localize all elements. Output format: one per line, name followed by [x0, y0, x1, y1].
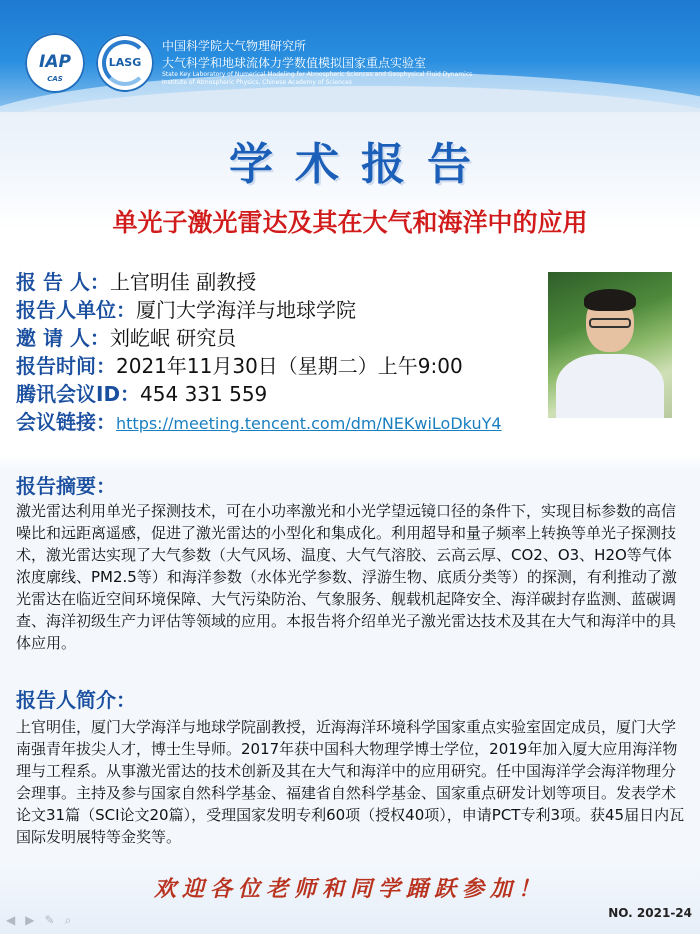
- info-value: 上官明佳 副教授: [109, 270, 257, 294]
- info-meeting-link: [16, 408, 502, 436]
- info-value: 厦门大学海洋与地球学院: [136, 298, 356, 322]
- institute-name-en: Institute of Atmospheric Physics, Chinese Academy of Sciences: [162, 79, 352, 86]
- lab-name-en: State Key Laboratory of Numerical Modeling for Atmospheric Sciences and Geophysical Fluid Dynamics: [162, 71, 473, 78]
- info-affiliation: [16, 296, 502, 324]
- info-label: 会议链接：: [16, 410, 116, 434]
- bio-text: 上官明佳，厦门大学海洋与地球学院副教授，近海海洋环境科学国家重点实验室固定成员，厦门大学南强青年拔尖人才，博士生导师。2017年获中国科大物理学博士学位，2019年加入厦大应用海洋物理与工程系。从事激光雷达的技术创新及其在大气和海洋中的应用研究。任中国海洋学会海洋物理分会理事。主持及参与国家自然科学基金、福建省自然科学基金、国家重点研发计划等项目。发表学术论文31篇（SCI论文20篇），受理国家发明专利60项（授权40项），申请PCT专利3项。获45届日内瓦国际发明展特等金奖等。: [16, 718, 685, 846]
- talk-info: [16, 268, 502, 436]
- photo-hair: [584, 289, 636, 311]
- info-label: 报告时间：: [16, 354, 116, 378]
- iap-logo-icon: [25, 33, 85, 93]
- talk-title: 单光子激光雷达及其在大气和海洋中的应用: [112, 208, 588, 237]
- info-meeting-id: [16, 380, 502, 408]
- abstract-heading: 报告摘要：: [16, 474, 116, 498]
- info-label: 腾讯会议ID：: [16, 382, 141, 406]
- photo-glasses: [589, 318, 631, 328]
- iap-logo-subtext: CAS: [47, 75, 63, 83]
- iap-logo-text: IAP: [39, 52, 71, 72]
- header-banner: [0, 0, 700, 112]
- info-time: [16, 352, 502, 380]
- institute-name-cn: 中国科学院大气物理研究所: [162, 39, 307, 53]
- info-value: 454 331 559: [140, 382, 268, 406]
- meeting-link[interactable]: https://meeting.tencent.com/dm/NEKwiLoDkuY4: [116, 414, 502, 433]
- info-label: 邀 请 人：: [16, 326, 110, 350]
- lasg-logo-icon: [96, 34, 154, 92]
- info-inviter: [16, 324, 502, 352]
- info-value: 刘屹岷 研究员: [109, 326, 237, 350]
- speaker-photo: [548, 272, 672, 418]
- slide-toolbar: ◀▶✎⌕: [6, 913, 82, 927]
- lab-name-cn: 大气科学和地球流体力学数值模拟国家重点实验室: [162, 56, 427, 70]
- info-label: 报告人单位：: [16, 298, 136, 322]
- welcome-message: 欢迎各位老师和同学踊跃参加！: [153, 876, 546, 902]
- bio-heading: 报告人简介：: [16, 688, 136, 712]
- photo-shirt: [556, 354, 664, 418]
- info-value: 2021年11月30日（星期二）上午9:00: [116, 354, 463, 378]
- poster-title: 学术报告: [229, 139, 493, 190]
- info-speaker: [16, 268, 502, 296]
- abstract-text: 激光雷达利用单光子探测技术，可在小功率激光和小光学望远镜口径的条件下，实现目标参数的高信噪比和远距离遥感，促进了激光雷达的小型化和集成化。利用超导和量子频率上转换等单光子探测技术，激光雷达实现了大气参数（大气风场、温度、大气气溶胶、云高云厚、CO2、O3、H2O等气体浓度廓线、PM2.5等）和海洋参数（水体光学参数、浮游生物、底质分类等）的探测，有利推动了激光雷达在临近空间环境保障、大气污染防治、气象服务、舰载机起降安全、海洋碳封存监测、蓝碳调查、海洋初级生产力评估等领域的应用。本报告将介绍单光子激光雷达技术及其在大气和海洋中的具体应用。: [16, 502, 677, 652]
- poster-number: NO. 2021-24: [608, 906, 692, 920]
- lasg-logo-text: LASG: [108, 56, 142, 69]
- info-label: 报 告 人：: [16, 270, 110, 294]
